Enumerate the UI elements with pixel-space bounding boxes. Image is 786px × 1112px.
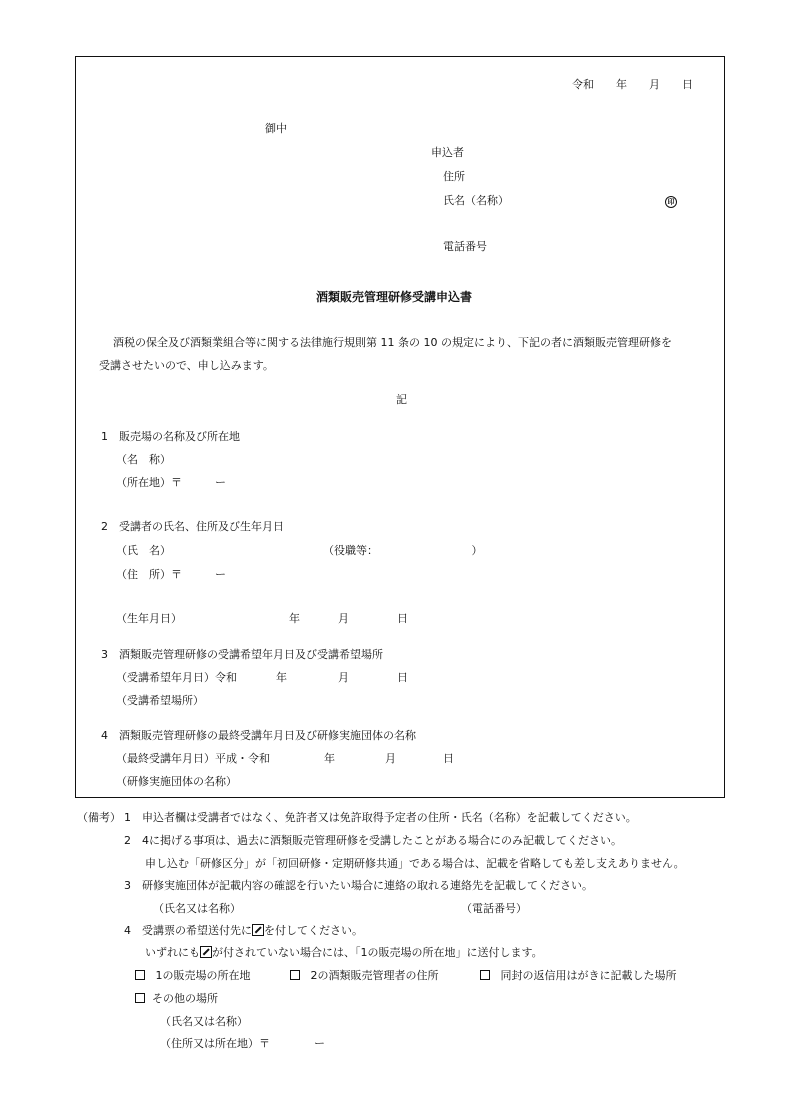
note-1: 1 申込者欄は受講者ではなく、免許者又は免許取得予定者の住所・氏名（名称）を記載してください。 (124, 811, 637, 824)
option-return-postcard[interactable]: 同封の返信用はがきに記載した場所 (480, 969, 677, 983)
contact-phone-field[interactable]: （電話番号） (461, 902, 527, 915)
note-4-sub: いずれにも が付されていない場合には、「1の販売場の所在地」に送付します。 (145, 946, 543, 959)
section2-heading: 2 受講者の氏名、住所及び生年月日 (101, 520, 284, 533)
applicant-name-field[interactable]: 氏名（名称） (443, 194, 509, 207)
checkbox-icon[interactable] (135, 993, 145, 1003)
note-3: 3 研修実施団体が記載内容の確認を行いたい場合に連絡の取れる連絡先を記載してください。 (124, 879, 593, 892)
last-month-field[interactable]: 月 (385, 752, 396, 765)
date-field[interactable]: 令和 年 月 日 (572, 78, 693, 91)
birthdate-label: （生年月日） (116, 612, 182, 625)
store-name-field[interactable]: （名 称） (116, 453, 171, 466)
last-date-label: （最終受講年月日）平成・令和 (116, 752, 270, 765)
desired-date-label: （受講希望年月日）令和 (116, 671, 237, 684)
intro-line-2: 受講させたいので、申し込みます。 (99, 359, 274, 372)
desired-year-field[interactable]: 年 (276, 671, 287, 684)
last-year-field[interactable]: 年 (324, 752, 335, 765)
intro-line-1: 酒税の保全及び酒類業組合等に関する法律施行規則第 11 条の 10 の規定により、下記の者に酒類販売管理研修を (113, 336, 672, 349)
note-2: 2 4に掲げる事項は、過去に酒類販売管理研修を受講したことがある場合にのみ記載してください。 (124, 834, 622, 847)
notes-prefix: （備考） (77, 811, 121, 824)
note-4: 4 受講票の希望送付先に を付してください。 (124, 924, 363, 937)
birth-year-field[interactable]: 年 (289, 612, 300, 625)
option-store-location[interactable]: 1の販売場の所在地 (135, 969, 251, 983)
desired-place-field[interactable]: （受講希望場所） (116, 694, 204, 707)
checked-box-icon (200, 946, 212, 958)
applicant-address-field[interactable]: 住所 (443, 170, 465, 183)
other-name-field[interactable]: （氏名又は名称） (160, 1015, 248, 1028)
ki-heading: 記 (396, 393, 407, 406)
applicant-label: 申込者 (431, 146, 464, 159)
desired-month-field[interactable]: 月 (338, 671, 349, 684)
training-org-field[interactable]: （研修実施団体の名称） (116, 775, 237, 788)
section1-heading: 1 販売場の名称及び所在地 (101, 430, 240, 443)
form-frame (75, 56, 725, 798)
trainee-title-field[interactable]: （役職等： ） (323, 544, 483, 557)
checkbox-icon[interactable] (135, 970, 145, 980)
option-other-place[interactable]: その他の場所 (135, 992, 218, 1006)
page-title: 酒類販売管理研修受講申込書 (316, 290, 473, 304)
checkbox-icon[interactable] (480, 970, 490, 980)
addressee-label: 御中 (265, 122, 287, 135)
trainee-name-field[interactable]: （氏 名） (116, 544, 171, 557)
birth-day-field[interactable]: 日 (397, 612, 408, 625)
desired-day-field[interactable]: 日 (397, 671, 408, 684)
checkbox-icon[interactable] (290, 970, 300, 980)
option-manager-address[interactable]: 2の酒類販売管理者の住所 (290, 969, 439, 983)
seal-icon: 印 (665, 194, 677, 208)
checked-box-icon (252, 924, 264, 936)
note-2-sub: 申し込む「研修区分」が「初回研修・定期研修共通」である場合は、記載を省略しても差し支えありません。 (145, 857, 685, 870)
applicant-phone-field[interactable]: 電話番号 (443, 240, 487, 253)
section3-heading: 3 酒類販売管理研修の受講希望年月日及び受講希望場所 (101, 648, 383, 661)
store-location-field[interactable]: （所在地）〒 ー (116, 476, 226, 489)
trainee-address-field[interactable]: （住 所）〒 ー (116, 568, 226, 581)
other-address-field[interactable]: （住所又は所在地）〒 ー (160, 1037, 325, 1050)
section4-heading: 4 酒類販売管理研修の最終受講年月日及び研修実施団体の名称 (101, 729, 416, 742)
last-day-field[interactable]: 日 (443, 752, 454, 765)
birth-month-field[interactable]: 月 (338, 612, 349, 625)
contact-name-field[interactable]: （氏名又は名称） (153, 902, 241, 915)
